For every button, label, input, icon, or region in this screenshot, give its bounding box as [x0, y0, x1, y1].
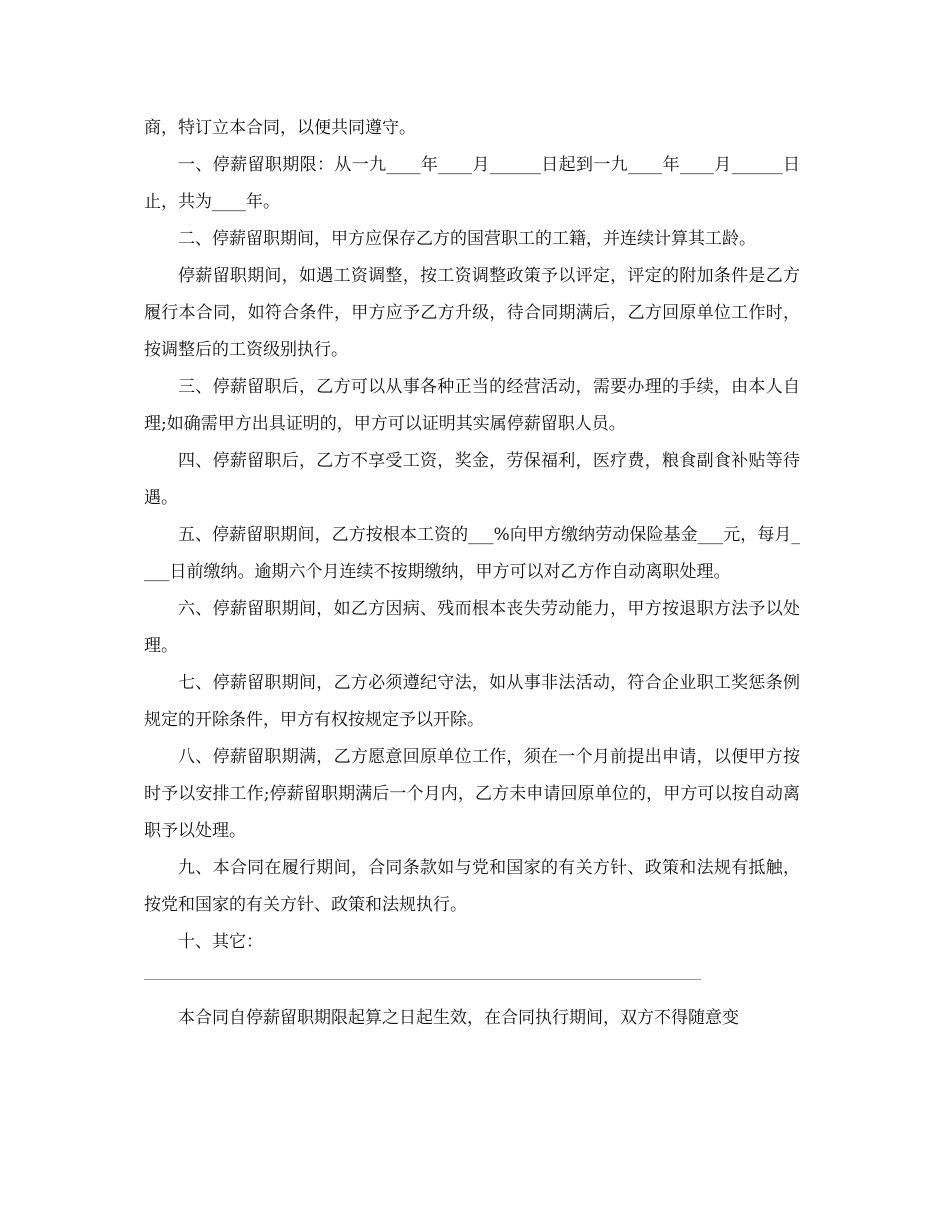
- clause-5-insurance-fund: 五、停薪留职期间，乙方按根本工资的___%向甲方缴纳劳动保险基金___元，每月____日前缴纳。逾期六个月连续不按期缴纳，甲方可以对乙方作自动离职处理。: [144, 525, 800, 582]
- clause-4-benefits: 四、停薪留职后，乙方不享受工资，奖金，劳保福利，医疗费，粮食副食补贴等待遇。: [144, 451, 800, 508]
- document-page: [144, 110, 800, 1037]
- clause-2-seniority: 二、停薪留职期间，甲方应保存乙方的国营职工的工籍，并连续计算其工龄。: [178, 229, 756, 249]
- paragraph-preamble-tail: 商，特订立本合同，以便共同遵守。: [144, 118, 416, 138]
- fill-in-line: [144, 979, 701, 980]
- clause-3-business-activity: 三、停薪留职后，乙方可以从事各种正当的经营活动，需要办理的手续，由本人自理;如确需甲方出具证明的，甲方可以证明其实属停薪留职人员。: [144, 377, 800, 434]
- clause-1-period: 一、停薪留职期限：从一九____年____月______日起到一九____年____月______日止，共为____年。: [144, 155, 800, 212]
- clause-9-policy: 九、本合同在履行期间，合同条款如与党和国家的有关方针、政策和法规有抵触，按党和国家的有关方针、政策和法规执行。: [144, 858, 800, 915]
- effective-clause: 本合同自停薪留职期限起算之日起生效，在合同执行期间，双方不得随意变: [178, 1008, 739, 1028]
- clause-8-return: 八、停薪留职期满，乙方愿意回原单位工作，须在一个月前提出申请，以便甲方按时予以安排工作;停薪留职期满后一个月内，乙方未申请回原单位的，甲方可以按自动离职予以处理。: [144, 747, 800, 841]
- clause-7-discipline: 七、停薪留职期间，乙方必须遵纪守法，如从事非法活动，符合企业职工奖惩条例规定的开除条件，甲方有权按规定予以开除。: [144, 673, 800, 730]
- clause-10-other: 十、其它：: [178, 932, 263, 952]
- clause-2-salary-adjustment: 停薪留职期间，如遇工资调整，按工资调整政策予以评定，评定的附加条件是乙方履行本合同，如符合条件，甲方应予乙方升级，待合同期满后，乙方回原单位工作时，按调整后的工资级别执行。: [144, 266, 800, 360]
- clause-6-illness: 六、停薪留职期间，如乙方因病、残而根本丧失劳动能力，甲方按退职方法予以处理。: [144, 599, 800, 656]
